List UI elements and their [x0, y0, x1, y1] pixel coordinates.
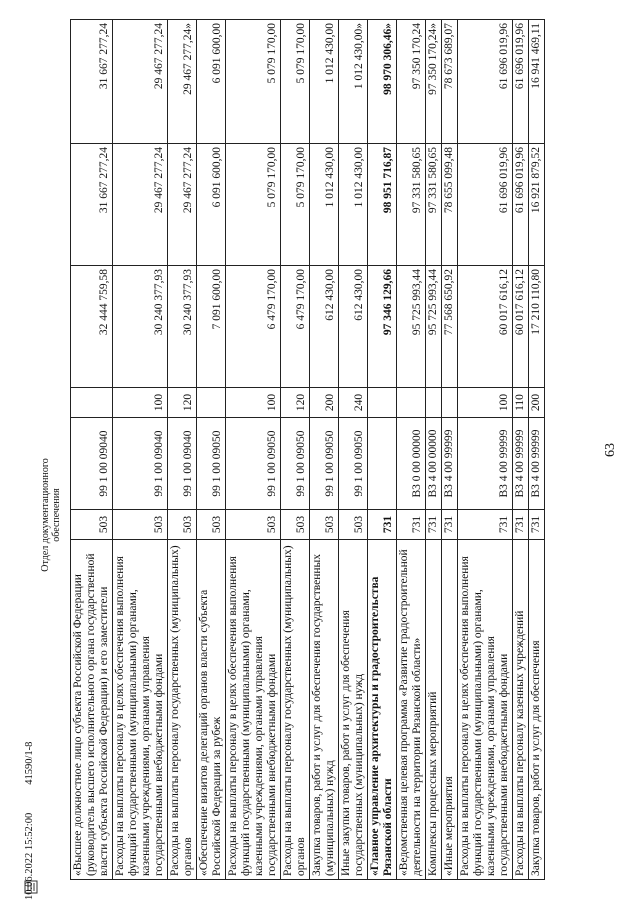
table-row: [397, 20, 426, 880]
cell-v3: 29 467 277,24: [113, 20, 168, 144]
cell-v2: 78 655 099,48: [442, 144, 458, 266]
table-row: [426, 20, 442, 880]
cell-v2: 31 667 277,24: [71, 144, 113, 266]
cell-vr: 100: [226, 388, 281, 418]
cell-code: 503: [226, 510, 281, 540]
table-row: [113, 20, 168, 880]
cell-csr: [368, 418, 397, 510]
cell-code: 731: [368, 510, 397, 540]
cell-vr: 200: [310, 388, 339, 418]
table-row: [281, 20, 310, 880]
cell-csr: В3 0 00 00000: [397, 418, 426, 510]
cell-v1: 97 346 129,66: [368, 266, 397, 388]
cell-v2: 1 012 430,00: [339, 144, 368, 266]
cell-vr: [397, 388, 426, 418]
cell-v3: 98 970 306,46»: [368, 20, 397, 144]
cell-v3: 61 696 019,96: [513, 20, 529, 144]
cell-v1: 32 444 759,58: [71, 266, 113, 388]
table-row: [310, 20, 339, 880]
budget-table: [70, 19, 545, 880]
cell-name: Расходы на выплаты персоналу казенных учреждений: [513, 540, 529, 880]
cell-vr: 120: [281, 388, 310, 418]
cell-v2: 61 696 019,96: [513, 144, 529, 266]
cell-code: 731: [397, 510, 426, 540]
cell-vr: 100: [113, 388, 168, 418]
cell-code: 731: [426, 510, 442, 540]
cell-v2: 5 079 170,00: [226, 144, 281, 266]
cell-name: «Обеспечение визитов делегаций органов власти субъекта Российской Федерации за рубеж: [197, 540, 226, 880]
department-stamp: [40, 440, 62, 590]
cell-v1: 612 430,00: [310, 266, 339, 388]
cell-name: «Главное управление архитектуры и градостроительства Рязанской области: [368, 540, 397, 880]
cell-v3: 5 079 170,00: [226, 20, 281, 144]
cell-code: 503: [281, 510, 310, 540]
cell-name: Расходы на выплаты персоналу государственных (муниципальных) органов: [281, 540, 310, 880]
cell-vr: [368, 388, 397, 418]
cell-v3: 61 696 019,96: [458, 20, 513, 144]
cell-v2: 97 331 580,65: [426, 144, 442, 266]
cell-v2: 97 331 580,65: [397, 144, 426, 266]
table-row: [197, 20, 226, 880]
cell-csr: 99 1 00 09050: [226, 418, 281, 510]
cell-code: 503: [168, 510, 197, 540]
cell-v1: 95 725 993,44: [426, 266, 442, 388]
cell-name: Комплексы процессных мероприятий: [426, 540, 442, 880]
cell-name: Расходы на выплаты персоналу государственных (муниципальных) органов: [168, 540, 197, 880]
cell-v3: 1 012 430,00»: [339, 20, 368, 144]
cell-csr: 99 1 00 09040: [168, 418, 197, 510]
cell-name: Закупка товаров, работ и услуг для обеспечения: [529, 540, 545, 880]
cell-csr: В3 4 00 00000: [426, 418, 442, 510]
cell-code: 731: [458, 510, 513, 540]
cell-v2: 16 921 879,52: [529, 144, 545, 266]
cell-v2: 6 091 600,00: [197, 144, 226, 266]
cell-code: 503: [310, 510, 339, 540]
table-row: [168, 20, 197, 880]
cell-v1: 60 017 616,12: [458, 266, 513, 388]
cell-vr: 100: [458, 388, 513, 418]
cell-v3: 6 091 600,00: [197, 20, 226, 144]
cell-code: 503: [339, 510, 368, 540]
cell-v1: 95 725 993,44: [397, 266, 426, 388]
cell-v1: 30 240 377,93: [113, 266, 168, 388]
footer-timestamp: 10.06.2022 15:52:00: [24, 812, 35, 900]
cell-vr: 110: [513, 388, 529, 418]
cell-v2: 29 467 277,24: [168, 144, 197, 266]
cell-v1: 77 568 650,92: [442, 266, 458, 388]
cell-vr: 240: [339, 388, 368, 418]
table-row: [458, 20, 513, 880]
cell-name: Расходы на выплаты персоналу в целях обеспечения выполнения функций государственными (муниципальными) органами, казенными учреждениями, органами управления государственными внебюджетными фондами: [458, 540, 513, 880]
table-row: [368, 20, 397, 880]
cell-v1: 30 240 377,93: [168, 266, 197, 388]
cell-v1: 6 479 170,00: [281, 266, 310, 388]
table-row: [339, 20, 368, 880]
cell-csr: 99 1 00 09040: [71, 418, 113, 510]
cell-name: Иные закупки товаров, работ и услуг для обеспечения государственных (муниципальных) нужд: [339, 540, 368, 880]
cell-name: «Высшее должностное лицо субъекта Российской Федерации (руководитель высшего исполнительного органа государственной власти субъекта Российской Федерации) и его заместители: [71, 540, 113, 880]
cell-v3: 1 012 430,00: [310, 20, 339, 144]
cell-csr: 99 1 00 09040: [113, 418, 168, 510]
cell-csr: 99 1 00 09050: [197, 418, 226, 510]
stamp-line: Отдел документационного: [40, 458, 51, 572]
cell-v2: 98 951 716,87: [368, 144, 397, 266]
budget-table-container: [70, 20, 610, 880]
cell-code: 731: [442, 510, 458, 540]
cell-v2: 1 012 430,00: [310, 144, 339, 266]
cell-v1: 612 430,00: [339, 266, 368, 388]
cell-vr: [71, 388, 113, 418]
cell-v3: 78 673 689,07: [442, 20, 458, 144]
table-row: [442, 20, 458, 880]
cell-code: 503: [71, 510, 113, 540]
cell-v2: 29 467 277,24: [113, 144, 168, 266]
table-row: [529, 20, 545, 880]
cell-v2: 61 696 019,96: [458, 144, 513, 266]
cell-csr: 99 1 00 09050: [310, 418, 339, 510]
cell-vr: [426, 388, 442, 418]
cell-v3: 16 941 469,11: [529, 20, 545, 144]
cell-vr: [442, 388, 458, 418]
cell-csr: В3 4 00 99999: [513, 418, 529, 510]
cell-code: 503: [197, 510, 226, 540]
cell-name: «Ведомственная целевая программа «Развитие градостроительной деятельности на территории Рязанской области»: [397, 540, 426, 880]
table-row: [226, 20, 281, 880]
cell-v3: 5 079 170,00: [281, 20, 310, 144]
cell-v1: 60 017 616,12: [513, 266, 529, 388]
cell-csr: В3 4 00 99999: [442, 418, 458, 510]
cell-v3: 29 467 277,24»: [168, 20, 197, 144]
cell-csr: 99 1 00 09050: [281, 418, 310, 510]
cell-name: «Иные мероприятия: [442, 540, 458, 880]
table-row: [71, 20, 113, 880]
cell-code: 731: [513, 510, 529, 540]
cell-v3: 97 350 170,24: [397, 20, 426, 144]
cell-v3: 97 350 170,24»: [426, 20, 442, 144]
cell-vr: 200: [529, 388, 545, 418]
cell-code: 503: [113, 510, 168, 540]
table-row: [513, 20, 529, 880]
stamp-line: обеспечения: [51, 488, 62, 542]
cell-csr: В3 4 00 99999: [529, 418, 545, 510]
cell-name: Закупка товаров, работ и услуг для обеспечения государственных (муниципальных) нужд: [310, 540, 339, 880]
budget-table-body: [71, 20, 545, 880]
cell-vr: [197, 388, 226, 418]
cell-v1: 17 210 110,80: [529, 266, 545, 388]
cell-v1: 6 479 170,00: [226, 266, 281, 388]
cell-csr: В3 4 00 99999: [458, 418, 513, 510]
cell-csr: 99 1 00 09050: [339, 418, 368, 510]
cell-name: Расходы на выплаты персоналу в целях обеспечения выполнения функций государственными (муниципальными) органами, казенными учреждениями, органами управления государственными внебюджетными фондами: [226, 540, 281, 880]
footer: [24, 500, 35, 900]
cell-vr: 120: [168, 388, 197, 418]
cell-code: 731: [529, 510, 545, 540]
cell-v3: 31 667 277,24: [71, 20, 113, 144]
cell-v2: 5 079 170,00: [281, 144, 310, 266]
page-number: 63: [603, 443, 618, 457]
cell-name: Расходы на выплаты персоналу в целях обеспечения выполнения функций государственными (муниципальными) органами, казенными учреждениями, органами управления государственными внебюджетными фондами: [113, 540, 168, 880]
footer-doc-id: 41590/1-8: [24, 741, 35, 785]
cell-v1: 7 091 600,00: [197, 266, 226, 388]
